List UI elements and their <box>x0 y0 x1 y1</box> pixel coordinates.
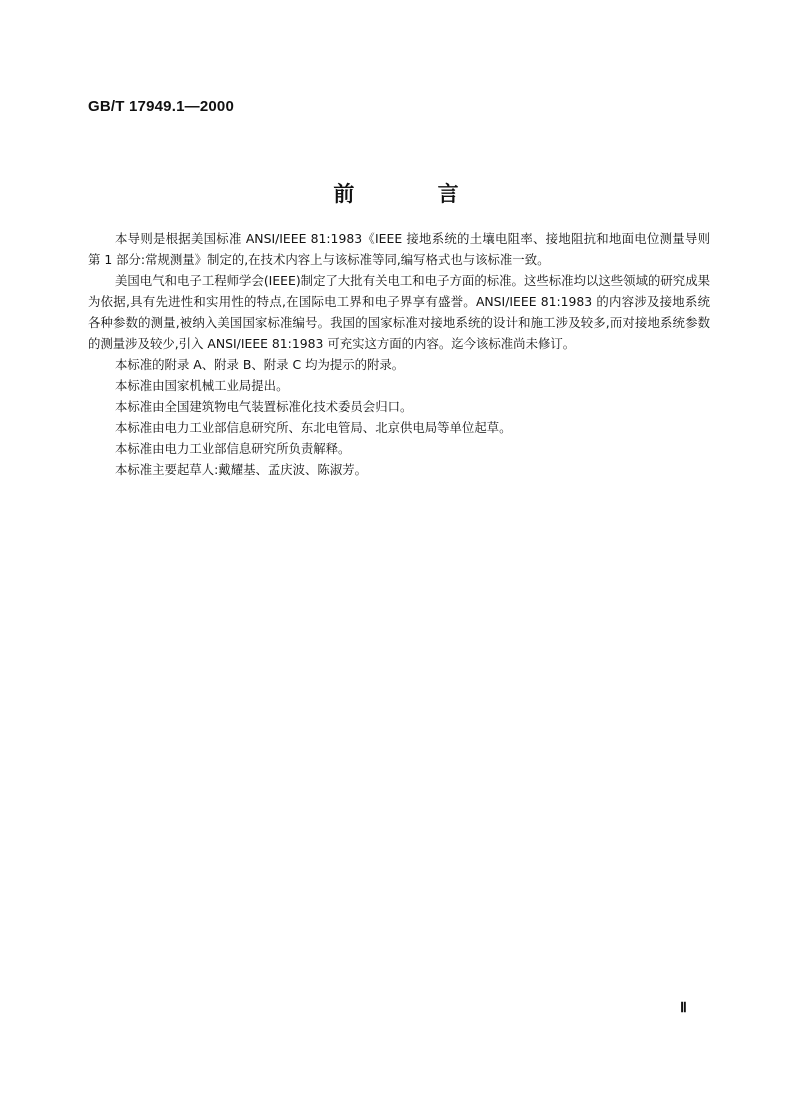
paragraph-basis: 本导则是根据美国标准 ANSI/IEEE 81:1983《IEEE 接地系统的土壤电阻率、接地阻抗和地面电位测量导则 第 1 部分:常规测量》制定的,在技术内容上与该标准等同,编写格式也与该标准一致。 <box>88 231 710 267</box>
paragraph-main-drafters: 本标准主要起草人:戴耀基、孟庆波、陈淑芳。 <box>115 462 367 477</box>
paragraph-appendices: 本标准的附录 A、附录 B、附录 C 均为提示的附录。 <box>115 357 405 372</box>
paragraph-managed-by: 本标准由全国建筑物电气装置标准化技术委员会归口。 <box>115 399 413 414</box>
paragraph-drafted-by: 本标准由电力工业部信息研究所、东北电管局、北京供电局等单位起草。 <box>115 420 512 435</box>
paragraph-background: 美国电气和电子工程师学会(IEEE)制定了大批有关电工和电子方面的标准。这些标准均以这些领域的研究成果为依据,具有先进性和实用性的特点,在国际电工界和电子界享有盛誉。ANSI/IEEE 81:1983 的内容涉及接地系统各种参数的测量,被纳入美国国家标准编号。我国的国家标准对接地系统的设计和施工涉及较多,而对接地系统参数的测量涉及较少,引入 ANSI/IEEE 81:1983 可充实这方面的内容。迄今该标准尚未修订。 <box>88 273 710 351</box>
foreword-body <box>88 228 710 480</box>
standard-number: GB/T 17949.1—2000 <box>88 98 234 115</box>
page-number: Ⅱ <box>680 1001 687 1016</box>
paragraph-interpretation: 本标准由电力工业部信息研究所负责解释。 <box>115 441 351 456</box>
page-title: 前 言 <box>333 182 497 206</box>
paragraph-proposed-by: 本标准由国家机械工业局提出。 <box>115 378 289 393</box>
